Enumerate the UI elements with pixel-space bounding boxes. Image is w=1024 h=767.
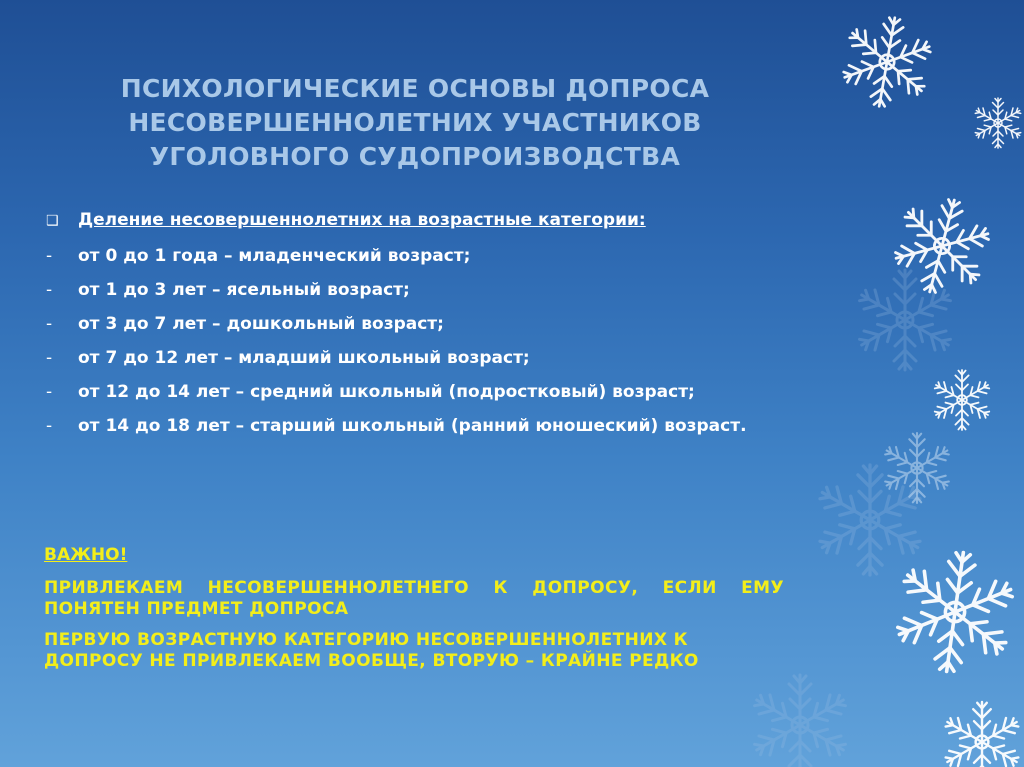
snowflake-icon [933,370,992,430]
list-item [44,416,784,437]
list-item [44,246,784,267]
list-item [44,314,784,335]
list-item-text: от 7 до 12 лет – младший школьный возраст; [78,348,530,368]
snowflake-icon [974,98,1023,148]
important-paragraph: ПЕРВУЮ ВОЗРАСТНУЮ КАТЕГОРИЮ НЕСОВЕРШЕННОЛЕТНИХ К ДОПРОСУ НЕ ПРИВЛЕКАЕМ ВООБЩЕ, ВТОРУЮ – КРАЙНЕ РЕДКО [44,630,699,671]
title-line: УГОЛОВНОГО СУДОПРОИЗВОДСТВА [149,142,681,171]
checkbox-bullet-icon: ❑ [46,213,59,229]
important-paragraph: ПРИВЛЕКАЕМ НЕСОВЕРШЕННОЛЕТНЕГО К ДОПРОСУ, ЕСЛИ ЕМУ ПОНЯТЕН ПРЕДМЕТ ДОПРОСА [44,578,784,619]
title-line: НЕСОВЕРШЕННОЛЕТНИХ УЧАСТНИКОВ [128,108,702,137]
snowflake-icon [836,10,938,114]
dash-bullet-icon: - [46,348,53,368]
dash-bullet-icon: - [46,382,53,402]
snowflake-icon [943,702,1021,767]
snowflake-icon [751,675,849,767]
list-item-text: от 0 до 1 года – младенческий возраст; [78,246,471,266]
dash-bullet-icon: - [46,314,53,334]
important-note [44,545,784,682]
snowflake-icon [856,270,954,370]
list-item-text: от 3 до 7 лет – дошкольный возраст; [78,314,444,334]
section-heading-text: Деление несовершеннолетних на возрастные категории: [78,210,646,230]
snowflake-icon [885,188,999,304]
list-item-text: от 14 до 18 лет – старший школьный (ранний юношеский) возраст. [78,416,747,436]
snowflake-icon [883,433,951,503]
list-item [44,382,784,403]
slide-title [60,72,770,174]
list-item [44,348,784,369]
list-item-text: от 12 до 14 лет – средний школьный (подростковый) возраст; [78,382,695,402]
important-label: ВАЖНО! [44,545,128,565]
dash-bullet-icon: - [46,246,53,266]
title-line: ПСИХОЛОГИЧЕСКИЕ ОСНОВЫ ДОПРОСА [120,74,710,103]
list-item-text: от 1 до 3 лет – ясельный возраст; [78,280,410,300]
snowflake-icon [816,465,923,575]
dash-bullet-icon: - [46,280,53,300]
section-heading [44,210,784,231]
dash-bullet-icon: - [46,416,53,436]
list-item [44,280,784,301]
age-categories-section [44,210,784,450]
snowflake-icon [889,544,1022,679]
